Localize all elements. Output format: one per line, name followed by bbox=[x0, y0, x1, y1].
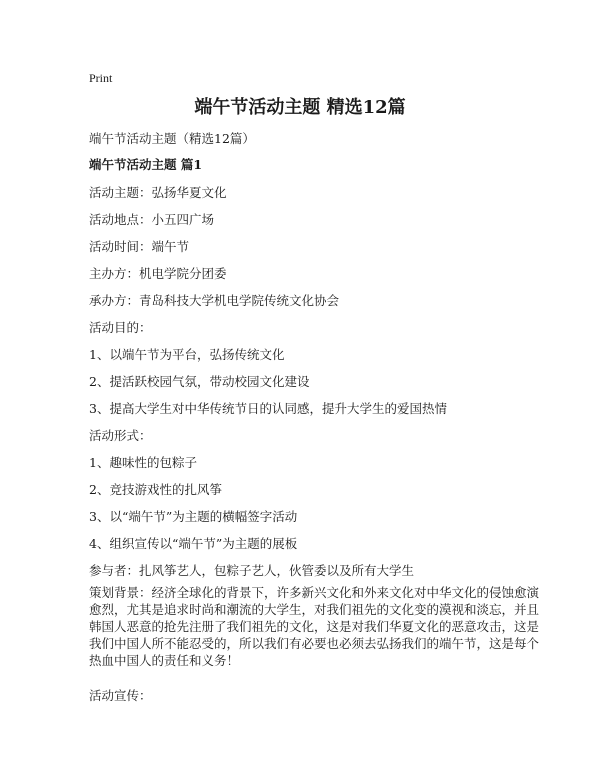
document-subtitle: 端午节活动主题（精选12篇） bbox=[89, 131, 255, 146]
print-label[interactable]: Print bbox=[89, 71, 113, 85]
background-line-3: 韩国人恶意的抢先注册了我们祖先的文化，这是对我们华夏文化的恶意攻击，这是 bbox=[89, 619, 540, 634]
section-heading: 端午节活动主题 篇1 bbox=[89, 157, 203, 172]
format-label: 活动形式： bbox=[89, 428, 152, 443]
format-item-3: 3、以“端午节”为主题的横幅签字活动 bbox=[89, 509, 298, 524]
background-paragraph bbox=[89, 584, 540, 669]
publicity-label: 活动宣传： bbox=[89, 688, 152, 703]
purpose-item-3: 3、提高大学生对中华传统节日的认同感，提升大学生的爱国热情 bbox=[89, 401, 447, 416]
activity-theme-line: 活动主题：弘扬华夏文化 bbox=[89, 185, 227, 200]
activity-time-line: 活动时间：端午节 bbox=[89, 239, 190, 254]
background-line-2: 愈烈，尤其是追求时尚和潮流的大学生，对我们祖先的文化变的漠视和淡忘，并且 bbox=[89, 602, 540, 617]
format-item-4: 4、组织宣传以“端午节”为主题的展板 bbox=[89, 536, 298, 551]
purpose-item-2: 2、提活跃校园气氛，带动校园文化建设 bbox=[89, 374, 310, 389]
format-item-1: 1、趣味性的包粽子 bbox=[89, 455, 197, 470]
purpose-label: 活动目的： bbox=[89, 320, 152, 335]
background-line-1: 策划背景：经济全球化的背景下，许多新兴文化和外来文化对中华文化的侵蚀愈演 bbox=[89, 585, 540, 600]
purpose-item-1: 1、以端午节为平台，弘扬传统文化 bbox=[89, 347, 285, 362]
background-line-5: 热血中国人的责任和义务！ bbox=[89, 653, 240, 668]
organizer-line: 主办方：机电学院分团委 bbox=[89, 266, 227, 281]
background-line-4: 我们中国人所不能忍受的，所以我们有必要也必须去弘扬我们的端午节，这是每个 bbox=[89, 636, 540, 651]
format-item-2: 2、竞技游戏性的扎风筝 bbox=[89, 482, 222, 497]
document-title: 端午节活动主题 精选12篇 bbox=[194, 97, 406, 118]
activity-location-line: 活动地点：小五四广场 bbox=[89, 212, 215, 227]
co-organizer-line: 承办方：青岛科技大学机电学院传统文化协会 bbox=[89, 293, 340, 308]
participants-line: 参与者：扎风筝艺人，包粽子艺人，伙管委以及所有大学生 bbox=[89, 563, 415, 578]
